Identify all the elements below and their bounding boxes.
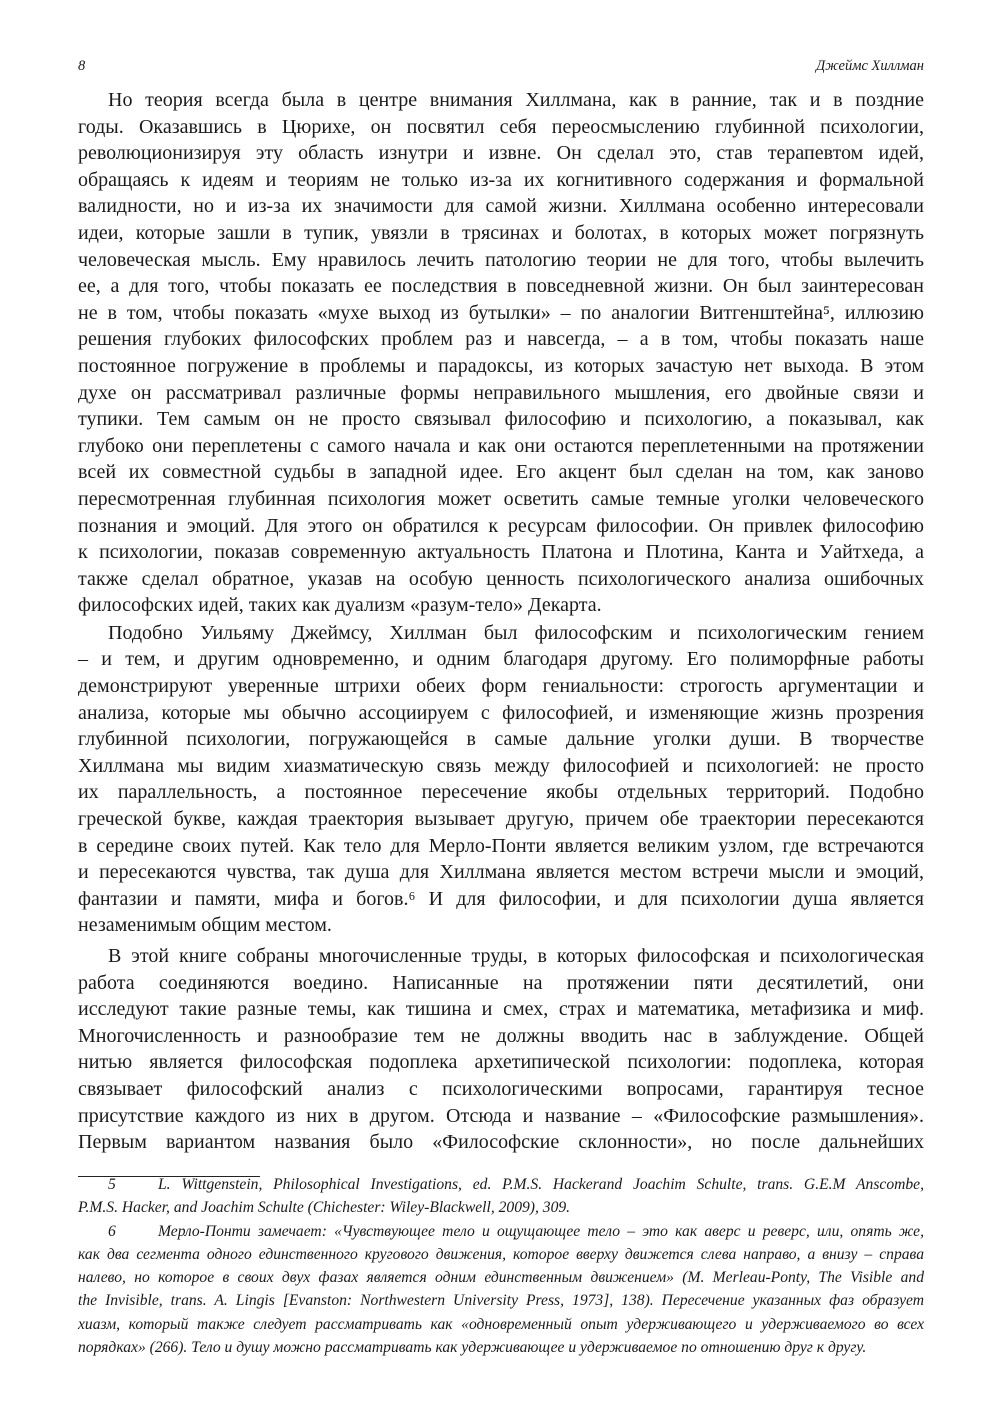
footnote-line [78,1173,924,1196]
text-line: их параллельность, а постоянное пересечение якобы отдельных территорий. Подобно [78,781,924,804]
running-title: Джеймс Хиллман [816,58,924,74]
footnote-line: как два сегмента одного единственного кругового движения, которое вверху движется слева направо, а внизу – справа [78,1245,924,1263]
text-line: пересмотренная глубинная психология может осветить самые темные уголки человеческого [78,487,924,510]
text-line: – и тем, и другим одновременно, и одним благодаря другому. Его полиморфные работы [78,648,924,671]
page-number: 8 [78,58,86,74]
text-line: познания и эмоций. Для этого он обратился к ресурсам философии. Он привлек философию [78,514,924,537]
text-line: Многочисленность и разнообразие тем не должны вводить нас в заблуждение. Общей [78,1024,924,1047]
text-line: работа соединяются воедино. Написанные на протяжении пяти десятилетий, они [78,971,924,994]
text-line: Подобно Уильяму Джеймсу, Хиллман был философским и психологическим гением [108,621,924,644]
text-line: присутствие каждого из них в другом. Отсюда и название – «Философские размышления». [78,1104,924,1127]
footnote-number: 6 [108,1222,116,1240]
text-line: фантазии и памяти, мифа и богов.⁶ И для философии, и для психологии душа является [78,887,924,910]
footnote-line [78,1220,924,1243]
paragraph [78,620,924,939]
text-line: идеи, которые зашли в тупик, увязли в трясинах и болотах, в которых может погрязнуть [78,221,924,244]
text-line: связывает философский анализ с психологическими вопросами, гарантируя тесное [78,1077,924,1100]
running-header [78,58,924,78]
footnote-line: P.M.S. Hacker, and Joachim Schulte (Chichester: Wiley-Blackwell, 2009), 309. [78,1199,571,1217]
text-line: также сделал обратное, указав на особую ценность психологического анализа ошибочных [78,567,924,590]
footnote-line: налево, но которое в своих двух фазах является одним единственным движением» (M. Merleau-Ponty, The Visible and [78,1269,924,1287]
text-line: тупики. Тем самым он не просто связывал философию и психологию, а показывал, как [78,408,924,431]
footnote-text: Мерло-Понти замечает: «Чувствующее тело и ощущающее тело – это как аверс и реверс, или, опять же, [158,1222,924,1240]
text-line: обращаясь к идеям и теориям не только из-за их когнитивного содержания и формальной [78,168,924,191]
main-text [78,87,924,1156]
text-line: годы. Оказавшись в Цюрихе, он посвятил себя переосмыслению глубинной психологии, [78,115,924,138]
paragraph [78,87,924,619]
text-line: постоянное погружение в проблемы и парадоксы, из которых зачастую нет выхода. В этом [78,354,924,377]
text-line: демонстрируют уверенные штрихи обеих форм гениальности: строгость аргументации и [78,675,924,698]
text-line: валидности, но и из-за их значимости для самой жизни. Хиллмана особенно интересовали [78,195,924,218]
footnote-line: the Invisible, trans. A. Lingis [Evanston: Northwestern University Press, 1973], 138). Пересечение указанных фаз образует [78,1292,924,1310]
text-line: Но теория всегда была в центре внимания Хиллмана, как в ранние, так и в поздние [108,89,924,111]
text-line: глубинной психологии, погружающейся в самые дальние уголки души. В творчестве [78,728,924,751]
footnote-line: хиазм, который также следует рассматривать как «одновременный опыт удерживающего и удерживаемого во всех [78,1315,924,1333]
paragraph [78,943,924,1156]
footnote-text: L. Wittgenstein, Philosophical Investigations, ed. P.M.S. Hackerand Joachim Schulte, trans. G.E.M Anscombe, [158,1176,924,1193]
text-line: и пересекаются чувства, так душа для Хиллмана является местом встречи мысли и эмоций, [78,861,924,884]
text-line: философских идей, таких как дуализм «разум-тело» Декарта. [78,594,602,617]
text-line: человеческая мысль. Ему нравилось лечить патологию теории не для того, чтобы вылечить [78,248,924,271]
text-line: нитью является философская подоплека архетипической психологии: подоплека, которая [78,1051,924,1074]
text-line: греческой букве, каждая траектория вызывает другую, причем обе траектории пересекаются [78,808,924,831]
text-line: глубоко они переплетены с самого начала и как они остаются переплетенными на протяжении [78,434,924,457]
text-line: революционизируя эту область изнутри и извне. Он сделал это, став терапевтом идей, [78,142,924,165]
text-line: к психологии, показав современную актуальность Платона и Плотина, Канта и Уайтхеда, а [78,541,924,564]
text-line: решения глубоких философских проблем раз и навсегда, – а в том, чтобы показать наше [78,328,924,351]
text-line: Первым вариантом названия было «Философские склонности», но после дальнейших [78,1131,924,1154]
text-line: В этой книге собраны многочисленные труды, в которых философская и психологическая [108,945,924,967]
footnote-line: порядках» (266). Тело и душу можно рассматривать как удерживающее и удерживаемое по отношению друг к другу. [78,1339,867,1357]
text-line: ее, а для того, чтобы показать ее последствия в повседневной жизни. Он был заинтересован [78,275,924,298]
text-line: Хиллмана мы видим хиазматическую связь между философией и психологией: не просто [78,754,924,777]
text-line: анализа, которые мы обычно ассоциируем с философией, и изменяющие жизнь прозрения [78,701,924,724]
text-line: не в том, чтобы показать «мухе выход из бутылки» – по аналогии Витгенштейна⁵, иллюзию [78,301,924,324]
footnote-number: 5 [108,1176,116,1193]
text-line: всей их совместной судьбы в западной идее. Его акцент был сделан на том, как заново [78,461,924,484]
footnote [78,1220,924,1360]
text-line: в середине своих путей. Как тело для Мерло-Понти является великим узлом, где встречаются [78,834,924,857]
text-line: духе он рассматривал различные формы неправильного мышления, его двойные связи и [78,381,924,404]
text-line: незаменимым общим местом. [78,914,332,937]
text-line: исследуют такие разные темы, как тишина и смех, страх и математика, метафизика и миф. [78,998,924,1021]
footnotes [78,1173,924,1359]
footnote [78,1173,924,1220]
